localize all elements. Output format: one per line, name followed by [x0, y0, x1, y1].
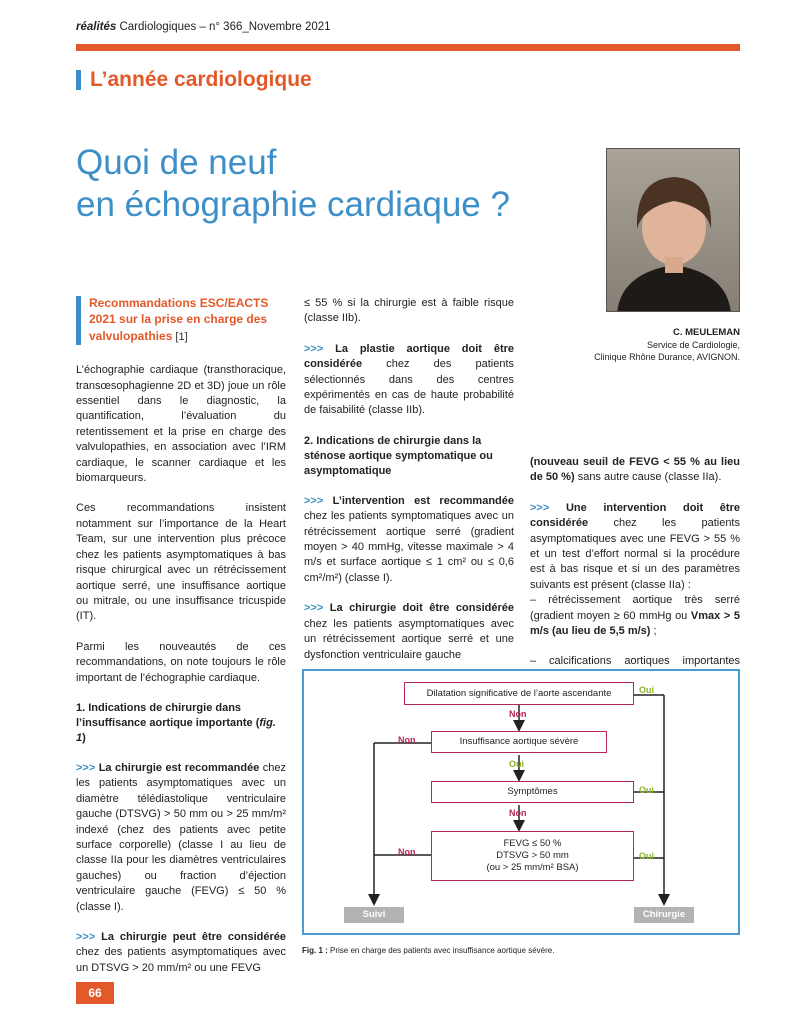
paragraph: L’échographie cardiaque (transthoracique, transœsophagienne 2D et 3D) joue un rôle essentiel dans le diagnostic, la quantification, l’évaluation du retentissement et la prise en charge des valvulopathies, en association avec l’IRM cardiaque, le scanner cardiaque et les biomarqueurs.	[76, 364, 286, 485]
header-rule	[76, 44, 740, 51]
running-header: réalités Cardiologiques – n° 366_Novembre 2021	[76, 21, 331, 33]
author-block	[540, 327, 740, 363]
paragraph: ≤ 55 % si la chirurgie est à faible risque (classe IIb).	[304, 297, 514, 325]
label-oui: Oui	[639, 851, 654, 861]
section-title: L’année cardiologique	[90, 68, 312, 91]
author-affiliation-2: Clinique Rhône Durance, AVIGNON.	[594, 352, 740, 362]
author-photo	[606, 148, 740, 312]
label-non: Non	[509, 709, 527, 719]
page-number: 66	[76, 982, 114, 1004]
paragraph: >>> La chirurgie doit être considérée chez les patients asymptomatiques avec un rétrécissement aortique serré et une dysfonction ventriculaire gauche	[304, 602, 514, 661]
author-affiliation-1: Service de Cardiologie,	[646, 340, 740, 350]
subheading: 1. Indications de chirurgie dans l’insuffisance aortique importante (fig. 1)	[76, 701, 276, 744]
column-2	[304, 296, 514, 678]
paragraph: Ces recommandations insistent notamment sur l’importance de la Heart Team, sur une intervention plus précoce chez les patients asymptomatiques à bas risque chirurgical avec un rétrécissement aortique serré, une insuffisance aortique ou mitrale, ou une insuffisance tricuspide (IT).	[76, 502, 286, 623]
section-tag	[76, 68, 312, 92]
paragraph: (nouveau seuil de FEVG < 55 % au lieu de 50 %) sans autre cause (classe IIa).	[530, 456, 740, 484]
flow-box-aortic-insufficiency: Insuffisance aortique sévère	[431, 731, 607, 753]
article-title: Quoi de neuf en échographie cardiaque ?	[76, 143, 510, 224]
column-3	[530, 455, 740, 700]
label-oui: Oui	[639, 785, 654, 795]
label-oui: Oui	[509, 759, 524, 769]
paragraph: >>> La chirurgie est recommandée chez les patients asymptomatiques avec un diamètre télédiastolique ventriculaire gauche (DTSVG) > 50 mm ou > 25 mm/m² indexé (chez des patients avec petite surface corporelle) (classe I au lieu de classe IIa pour les diamètres ventriculaires gauches) ou fraction d’éjection ventriculaire gauche (FEVG) ≤ 50 % (classe I).	[76, 761, 287, 913]
reference: [1]	[172, 330, 188, 343]
paragraph: >>> Une intervention doit être considérée chez les patients asymptomatiques avec une FEVG > 55 % et un test d’effort normal si la procédure est à bas risque et si un des paramètres suivants est présent (classe IIa) :	[530, 501, 740, 591]
flowchart-figure	[302, 669, 740, 935]
flow-box-criteria: FEVG ≤ 50 % DTSVG > 50 mm (ou > 25 mm/m² BSA)	[431, 831, 634, 881]
paragraph: >>> La chirurgie peut être considérée chez des patients asymptomatiques avec un DTSVG > 20 mm/m² ou une FEVG	[76, 931, 286, 974]
figure-caption: Fig. 1 : Prise en charge des patients avec insuffisance aortique sévère.	[302, 946, 555, 955]
section-bar	[76, 70, 81, 90]
list-item: – rétrécissement aortique très serré (gradient moyen ≥ 60 mmHg ou Vmax > 5 m/s (au lieu de 5,5 m/s) ;	[530, 594, 740, 638]
subheading: 2. Indications de chirurgie dans la sténose aortique symptomatique ou asymptomatique	[304, 434, 493, 477]
flow-box-symptoms: Symptômes	[431, 781, 634, 803]
outcome-chirurgie: Chirurgie	[634, 907, 694, 923]
list-item: – calcifications aortiques importantes	[530, 655, 740, 668]
label-non: Non	[509, 808, 527, 818]
outcome-suivi: Suivi	[344, 907, 404, 923]
recommendations-title: Recommandations ESC/EACTS 2021 sur la prise en charge des valvulopathies	[89, 296, 269, 343]
column-1	[76, 296, 286, 991]
flow-box-aortic-dilation: Dilatation significative de l’aorte ascendante	[404, 682, 634, 705]
author-name: C. MEULEMAN	[672, 327, 740, 338]
label-non: Non	[398, 847, 416, 857]
label-oui: Oui	[639, 685, 654, 695]
paragraph: Parmi les nouveautés de ces recommandations, on note toujours le rôle important de l’échographie cardiaque.	[76, 640, 286, 684]
label-non: Non	[398, 735, 416, 745]
paragraph: >>> L’intervention est recommandée chez les patients symptomatiques avec un rétrécissement aortique serré (gradient moyen > 40 mmHg, vitesse maximale > 4 m/s et surface aortique ≤ 1 cm² ou ≤ 0,6 cm²/m²) (classe I).	[304, 494, 515, 584]
recommendations-box	[76, 296, 286, 345]
paragraph: >>> La plastie aortique doit être considérée chez des patients sélectionnés dans des centres expérimentés en cas de haute probabilité de faisabilité (classe IIb).	[304, 342, 515, 417]
